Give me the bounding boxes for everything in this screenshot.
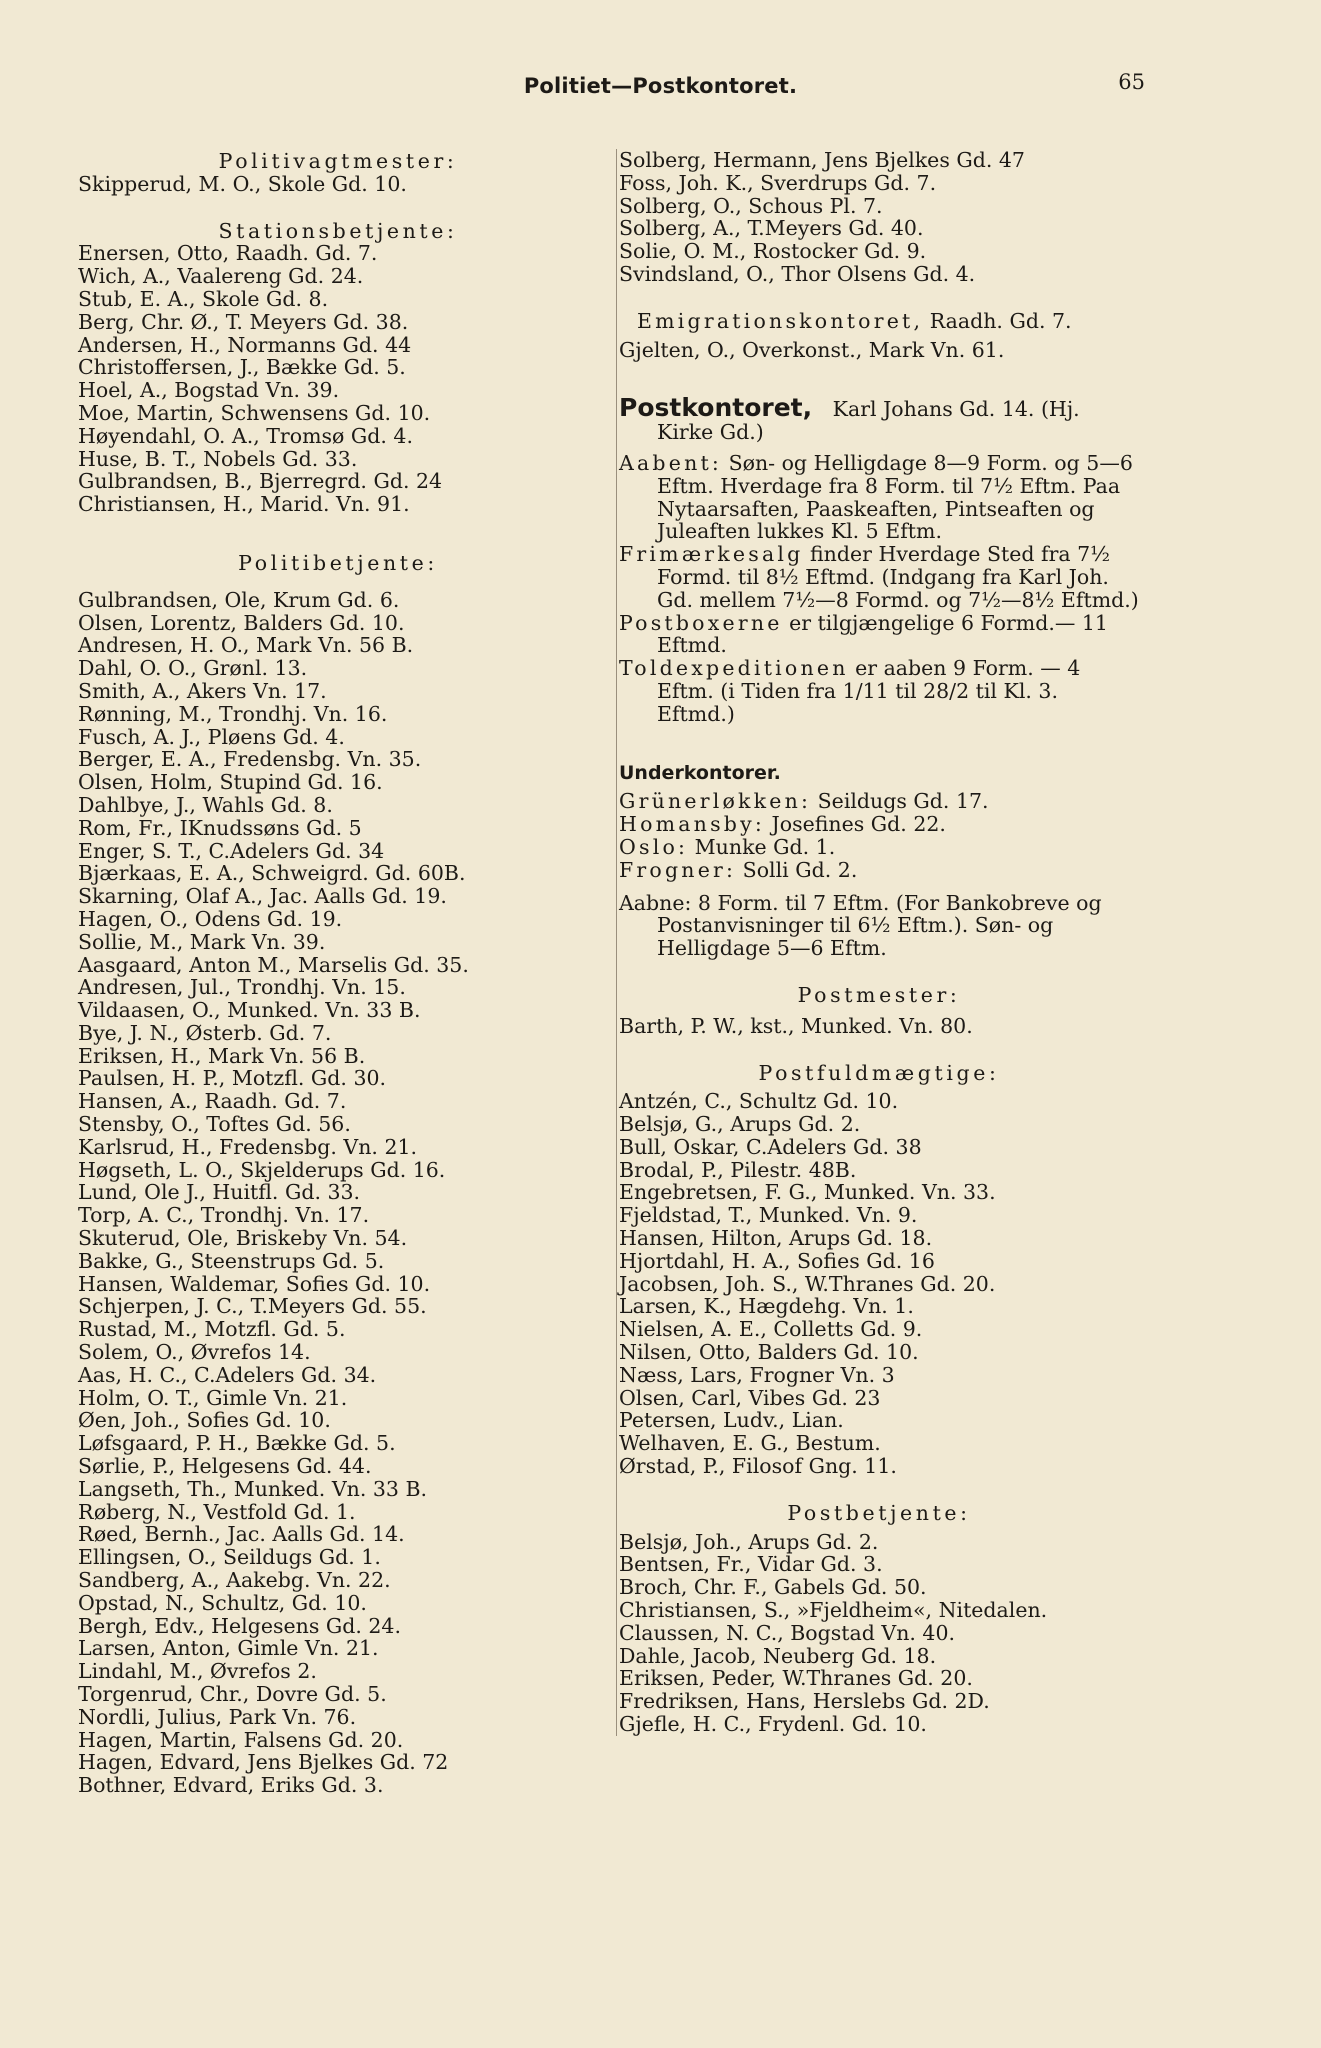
office-address: Seildugs Gd. 17. bbox=[817, 789, 989, 814]
list-item: Olsen, Lorentz, Balders Gd. 10. bbox=[78, 610, 405, 635]
list-item: Hansen, A., Raadh. Gd. 7. bbox=[78, 1089, 347, 1114]
list-item: Hagen, O., Odens Gd. 19. bbox=[78, 906, 343, 931]
list-item: Svindsland, O., Thor Olsens Gd. 4. bbox=[619, 261, 976, 286]
list-item: Huse, B. T., Nobels Gd. 33. bbox=[78, 446, 358, 471]
list-item: Torp, A. C., Trondhj. Vn. 17. bbox=[78, 1203, 370, 1228]
office-name: Oslo: bbox=[619, 834, 689, 859]
list-item: Dahlbye, J., Wahls Gd. 8. bbox=[78, 792, 333, 817]
postkontoret-paragraph bbox=[619, 657, 1139, 725]
list-item: Ørstad, P., Filosof Gng. 11. bbox=[619, 1454, 897, 1479]
list-item: Engebretsen, F. G., Munked. Vn. 33. bbox=[619, 1180, 996, 1205]
list-item: Petersen, Ludv., Lian. bbox=[619, 1408, 844, 1433]
underkontorer-hours: Aabne: 8 Form. til 7 Eftm. (For Bankobreve og Postanvisninger til 6½ Eftm.). Søn- og Helligdage 5—6 Eftm. bbox=[619, 890, 1102, 961]
list-item: Solie, O. M., Rostocker Gd. 9. bbox=[619, 239, 927, 264]
emigration-address: Raadh. Gd. 7. bbox=[929, 308, 1072, 333]
list-item: Rønning, M., Trondhj. Vn. 16. bbox=[78, 701, 388, 726]
list-item: Næss, Lars, Frogner Vn. 3 bbox=[619, 1362, 895, 1387]
list-item: Eriksen, Peder, W.Thranes Gd. 20. bbox=[619, 1666, 973, 1691]
section-heading-postbetjente: Postbetjente: bbox=[787, 1500, 971, 1525]
list-item: Barth, P. W., kst., Munked. Vn. 80. bbox=[619, 1013, 973, 1038]
office-address: Solli Gd. 2. bbox=[742, 857, 858, 882]
list-item: Røberg, N., Vestfold Gd. 1. bbox=[78, 1499, 356, 1524]
list-item: Christoffersen, J., Bække Gd. 5. bbox=[78, 355, 406, 380]
emigration-office bbox=[619, 310, 1139, 333]
list-item: Fjeldstad, T., Munked. Vn. 9. bbox=[619, 1203, 918, 1228]
list-item: Karlsrud, H., Fredensbg. Vn. 21. bbox=[78, 1134, 418, 1159]
list-item: Gjelten, O., Overkonst., Mark Vn. 61. bbox=[619, 337, 1005, 362]
list-item: Holm, O. T., Gimle Vn. 21. bbox=[78, 1385, 348, 1410]
list-item: Torgenrud, Chr., Dovre Gd. 5. bbox=[78, 1682, 387, 1706]
list-item: Ellingsen, O., Seildugs Gd. 1. bbox=[78, 1545, 381, 1570]
office-name: Frogner: bbox=[619, 857, 737, 882]
office-address: Josefines Gd. 22. bbox=[771, 812, 946, 837]
list-item: Skuterud, Ole, Briskeby Vn. 54. bbox=[78, 1226, 408, 1251]
list-item: Sørlie, P., Helgesens Gd. 44. bbox=[78, 1454, 372, 1479]
list-item: Antzén, C., Schultz Gd. 10. bbox=[619, 1089, 899, 1114]
paragraph-text: finder Hverdage Sted fra 7½ Formd. til 8½ Eftmd. (Indgang fra Karl Joh. Gd. mellem 7½—8 Formd. og 7½—8½ Eftmd.) bbox=[657, 542, 1139, 612]
paragraph-text: er tilgjængelige 6 Formd.— 11 Eftmd. bbox=[657, 610, 1108, 658]
list-item: Berger, E. A., Fredensbg. Vn. 35. bbox=[78, 747, 422, 772]
list-item: Bakke, G., Steenstrups Gd. 5. bbox=[78, 1248, 385, 1273]
office-name: Grünerløkken: bbox=[619, 789, 812, 814]
list-item: Hansen, Waldemar, Sofies Gd. 10. bbox=[78, 1271, 431, 1296]
list-item: Solem, O., Øvrefos 14. bbox=[78, 1340, 311, 1365]
list-item bbox=[619, 813, 1139, 836]
list-item: Rustad, M., Motzfl. Gd. 5. bbox=[78, 1317, 346, 1342]
list-item: Olsen, Carl, Vibes Gd. 23 bbox=[619, 1385, 881, 1410]
list-item: Aasgaard, Anton M., Marselis Gd. 35. bbox=[78, 952, 469, 977]
page-title: Politiet—Postkontoret. bbox=[523, 74, 798, 98]
list-item: Hagen, Martin, Falsens Gd. 20. bbox=[78, 1727, 404, 1752]
list-item: Opstad, N., Schultz, Gd. 10. bbox=[78, 1590, 367, 1615]
list-item: Olsen, Holm, Stupind Gd. 16. bbox=[78, 770, 383, 795]
list-item: Berg, Chr. Ø., T. Meyers Gd. 38. bbox=[78, 309, 409, 334]
list-item: Høyendahl, O. A., Tromsø Gd. 4. bbox=[78, 423, 413, 448]
list-item: Skarning, Olaf A., Jac. Aalls Gd. 19. bbox=[78, 884, 447, 909]
list-item: Vildaasen, O., Munked. Vn. 33 B. bbox=[78, 998, 421, 1023]
list-item: Smith, A., Akers Vn. 17. bbox=[78, 678, 327, 703]
postfuldmaegtige-list bbox=[619, 1090, 1139, 1478]
list-item: Fredriksen, Hans, Herslebs Gd. 2D. bbox=[619, 1689, 990, 1714]
list-item: Larsen, K., Hægdehg. Vn. 1. bbox=[619, 1294, 914, 1319]
list-item: Rom, Fr., IKnudssøns Gd. 5 bbox=[78, 815, 362, 840]
continued-list bbox=[619, 149, 1139, 286]
list-item: Bull, Oskar, C.Adelers Gd. 38 bbox=[619, 1134, 922, 1159]
list-item: Christiansen, S., »Fjeldheim«, Nitedalen. bbox=[619, 1598, 1048, 1623]
list-item: Stensby, O., Toftes Gd. 56. bbox=[78, 1112, 351, 1137]
list-item bbox=[619, 790, 1139, 813]
list-item: Moe, Martin, Schwensens Gd. 10. bbox=[78, 400, 431, 425]
paragraph-lead: Aabent: bbox=[619, 450, 723, 475]
list-item: Brodal, P., Pilestr. 48B. bbox=[619, 1157, 857, 1182]
paragraph-text: Søn- og Helligdage 8—9 Form. og 5—6 Eftm. Hverdage fra 8 Form. til 7½ Eftm. Paa Nytaarsaften, Paaskeaften, Pintseaften og Juleaften lukkes Kl. 5 Eftm. bbox=[657, 450, 1133, 544]
list-item: Bergh, Edv., Helgesens Gd. 24. bbox=[78, 1613, 401, 1638]
section-heading-postfuldmaegtige: Postfuldmægtige: bbox=[758, 1060, 1000, 1085]
list-item: Solberg, O., Schous Pl. 7. bbox=[619, 193, 883, 218]
list-item: Hjortdahl, H. A., Sofies Gd. 16 bbox=[619, 1248, 935, 1273]
postkontoret-paragraph bbox=[619, 612, 1139, 658]
list-item: Paulsen, H. P., Motzfl. Gd. 30. bbox=[78, 1066, 387, 1091]
postmester-list bbox=[619, 1015, 1139, 1038]
list-item: Aas, H. C., C.Adelers Gd. 34. bbox=[78, 1362, 377, 1387]
list-item: Jacobsen, Joh. S., W.Thranes Gd. 20. bbox=[619, 1271, 996, 1296]
list-item: Bothner, Edvard, Eriks Gd. 3. bbox=[78, 1773, 384, 1798]
politibetjente-list bbox=[78, 589, 598, 1797]
postkontoret-paragraph bbox=[619, 452, 1139, 543]
left-column bbox=[78, 150, 598, 1797]
list-item: Bye, J. N., Østerb. Gd. 7. bbox=[78, 1020, 332, 1045]
list-item: Andersen, H., Normanns Gd. 44 bbox=[78, 332, 412, 357]
paragraph-lead: Frimærkesalg bbox=[619, 542, 804, 567]
list-item: Enger, S. T., C.Adelers Gd. 34 bbox=[78, 838, 385, 863]
postkontoret-paragraph bbox=[619, 543, 1139, 611]
paragraph-lead: Postboxerne bbox=[619, 610, 783, 635]
page-number: 65 bbox=[1118, 70, 1145, 94]
list-item: Øen, Joh., Sofies Gd. 10. bbox=[78, 1408, 331, 1433]
section-heading-politibetjente: Politibetjente: bbox=[238, 550, 438, 575]
list-item: Sandberg, A., Aakebg. Vn. 22. bbox=[78, 1568, 391, 1593]
paragraph-lead: Toldexpeditionen bbox=[619, 656, 849, 681]
list-item: Enersen, Otto, Raadh. Gd. 7. bbox=[78, 241, 378, 266]
list-item: Hoel, A., Bogstad Vn. 39. bbox=[78, 378, 340, 403]
section-heading-postmester: Postmester: bbox=[797, 982, 961, 1007]
list-item: Schjerpen, J. C., T.Meyers Gd. 55. bbox=[78, 1294, 427, 1319]
list-item: Welhaven, E. G., Bestum. bbox=[619, 1431, 881, 1456]
list-item: Claussen, N. C., Bogstad Vn. 40. bbox=[619, 1620, 956, 1645]
list-item: Bentsen, Fr., Vidar Gd. 3. bbox=[619, 1552, 883, 1577]
list-item: Stub, E. A., Skole Gd. 8. bbox=[78, 286, 329, 311]
list-item: Gjefle, H. C., Frydenl. Gd. 10. bbox=[619, 1712, 927, 1737]
list-item: Dahl, O. O., Grønl. 13. bbox=[78, 656, 308, 681]
emigration-label: Emigrationskontoret, bbox=[637, 308, 924, 333]
list-item: Fusch, A. J., Pløens Gd. 4. bbox=[78, 724, 345, 749]
list-item: Eriksen, H., Mark Vn. 56 B. bbox=[78, 1043, 366, 1068]
list-item: Røed, Bernh., Jac. Aalls Gd. 14. bbox=[78, 1522, 405, 1547]
list-item bbox=[619, 859, 1139, 882]
list-item: Foss, Joh. K., Sverdrups Gd. 7. bbox=[619, 170, 937, 195]
list-item: Christiansen, H., Marid. Vn. 91. bbox=[78, 492, 410, 517]
list-item: Andresen, H. O., Mark Vn. 56 B. bbox=[78, 633, 414, 658]
list-item: Løfsgaard, P. H., Bække Gd. 5. bbox=[78, 1431, 396, 1456]
stationsbetjente-list bbox=[78, 242, 598, 516]
list-item: Skipperud, M. O., Skole Gd. 10. bbox=[78, 171, 407, 196]
list-item: Dahle, Jacob, Neuberg Gd. 18. bbox=[619, 1643, 937, 1668]
list-item: Lindahl, M., Øvrefos 2. bbox=[78, 1659, 317, 1684]
list-item: Wich, A., Vaalereng Gd. 24. bbox=[78, 264, 364, 289]
section-heading-stationsbetjente: Stationsbetjente: bbox=[218, 218, 458, 243]
list-item: Larsen, Anton, Gimle Vn. 21. bbox=[78, 1636, 379, 1661]
postkontoret-heading bbox=[619, 393, 1139, 445]
list-item: Bjærkaas, E. A., Schweigrd. Gd. 60B. bbox=[78, 861, 466, 886]
list-item: Gulbrandsen, Ole, Krum Gd. 6. bbox=[78, 587, 400, 612]
postbetjente-list bbox=[619, 1531, 1139, 1736]
list-item: Hagen, Edvard, Jens Bjelkes Gd. 72 bbox=[78, 1750, 449, 1775]
list-item: Nordli, Julius, Park Vn. 76. bbox=[78, 1704, 357, 1729]
list-item: Belsjø, Joh., Arups Gd. 2. bbox=[619, 1529, 879, 1554]
list-item: Nielsen, A. E., Colletts Gd. 9. bbox=[619, 1317, 923, 1342]
section-heading-politivagtmester: Politivagtmester: bbox=[218, 149, 458, 173]
list-item: Gulbrandsen, B., Bjerregrd. Gd. 24 bbox=[78, 469, 443, 494]
list-item: Hansen, Hilton, Arups Gd. 18. bbox=[619, 1226, 933, 1251]
list-item: Nilsen, Otto, Balders Gd. 10. bbox=[619, 1340, 919, 1365]
list-item: Belsjø, G., Arups Gd. 2. bbox=[619, 1112, 861, 1137]
underkontorer-heading: Underkontorer. bbox=[619, 761, 781, 784]
list-item: Broch, Chr. F., Gabels Gd. 50. bbox=[619, 1575, 927, 1600]
postkontoret-address: Karl Johans Gd. 14. (Hj. Kirke Gd.) bbox=[657, 397, 1080, 445]
paragraph-text: er aaben 9 Form. — 4 Eftm. (i Tiden fra 1/11 til 28/2 til Kl. 3. Eftmd.) bbox=[657, 656, 1081, 726]
list-item bbox=[619, 836, 1139, 859]
list-item: Langseth, Th., Munked. Vn. 33 B. bbox=[78, 1476, 428, 1501]
office-address: Munke Gd. 1. bbox=[694, 834, 836, 859]
right-column bbox=[616, 149, 1139, 1736]
list-item: Solberg, A., T.Meyers Gd. 40. bbox=[619, 216, 924, 241]
list-item: Lund, Ole J., Huitfl. Gd. 33. bbox=[78, 1180, 361, 1205]
postkontoret-title: Postkontoret, bbox=[619, 393, 813, 423]
list-item: Andresen, Jul., Trondhj. Vn. 15. bbox=[78, 975, 406, 1000]
office-name: Homansby: bbox=[619, 812, 766, 837]
list-item: Høgseth, L. O., Skjelderups Gd. 16. bbox=[78, 1157, 446, 1182]
list-item: Sollie, M., Mark Vn. 39. bbox=[78, 929, 326, 954]
list-item: Solberg, Hermann, Jens Bjelkes Gd. 47 bbox=[619, 148, 1025, 172]
